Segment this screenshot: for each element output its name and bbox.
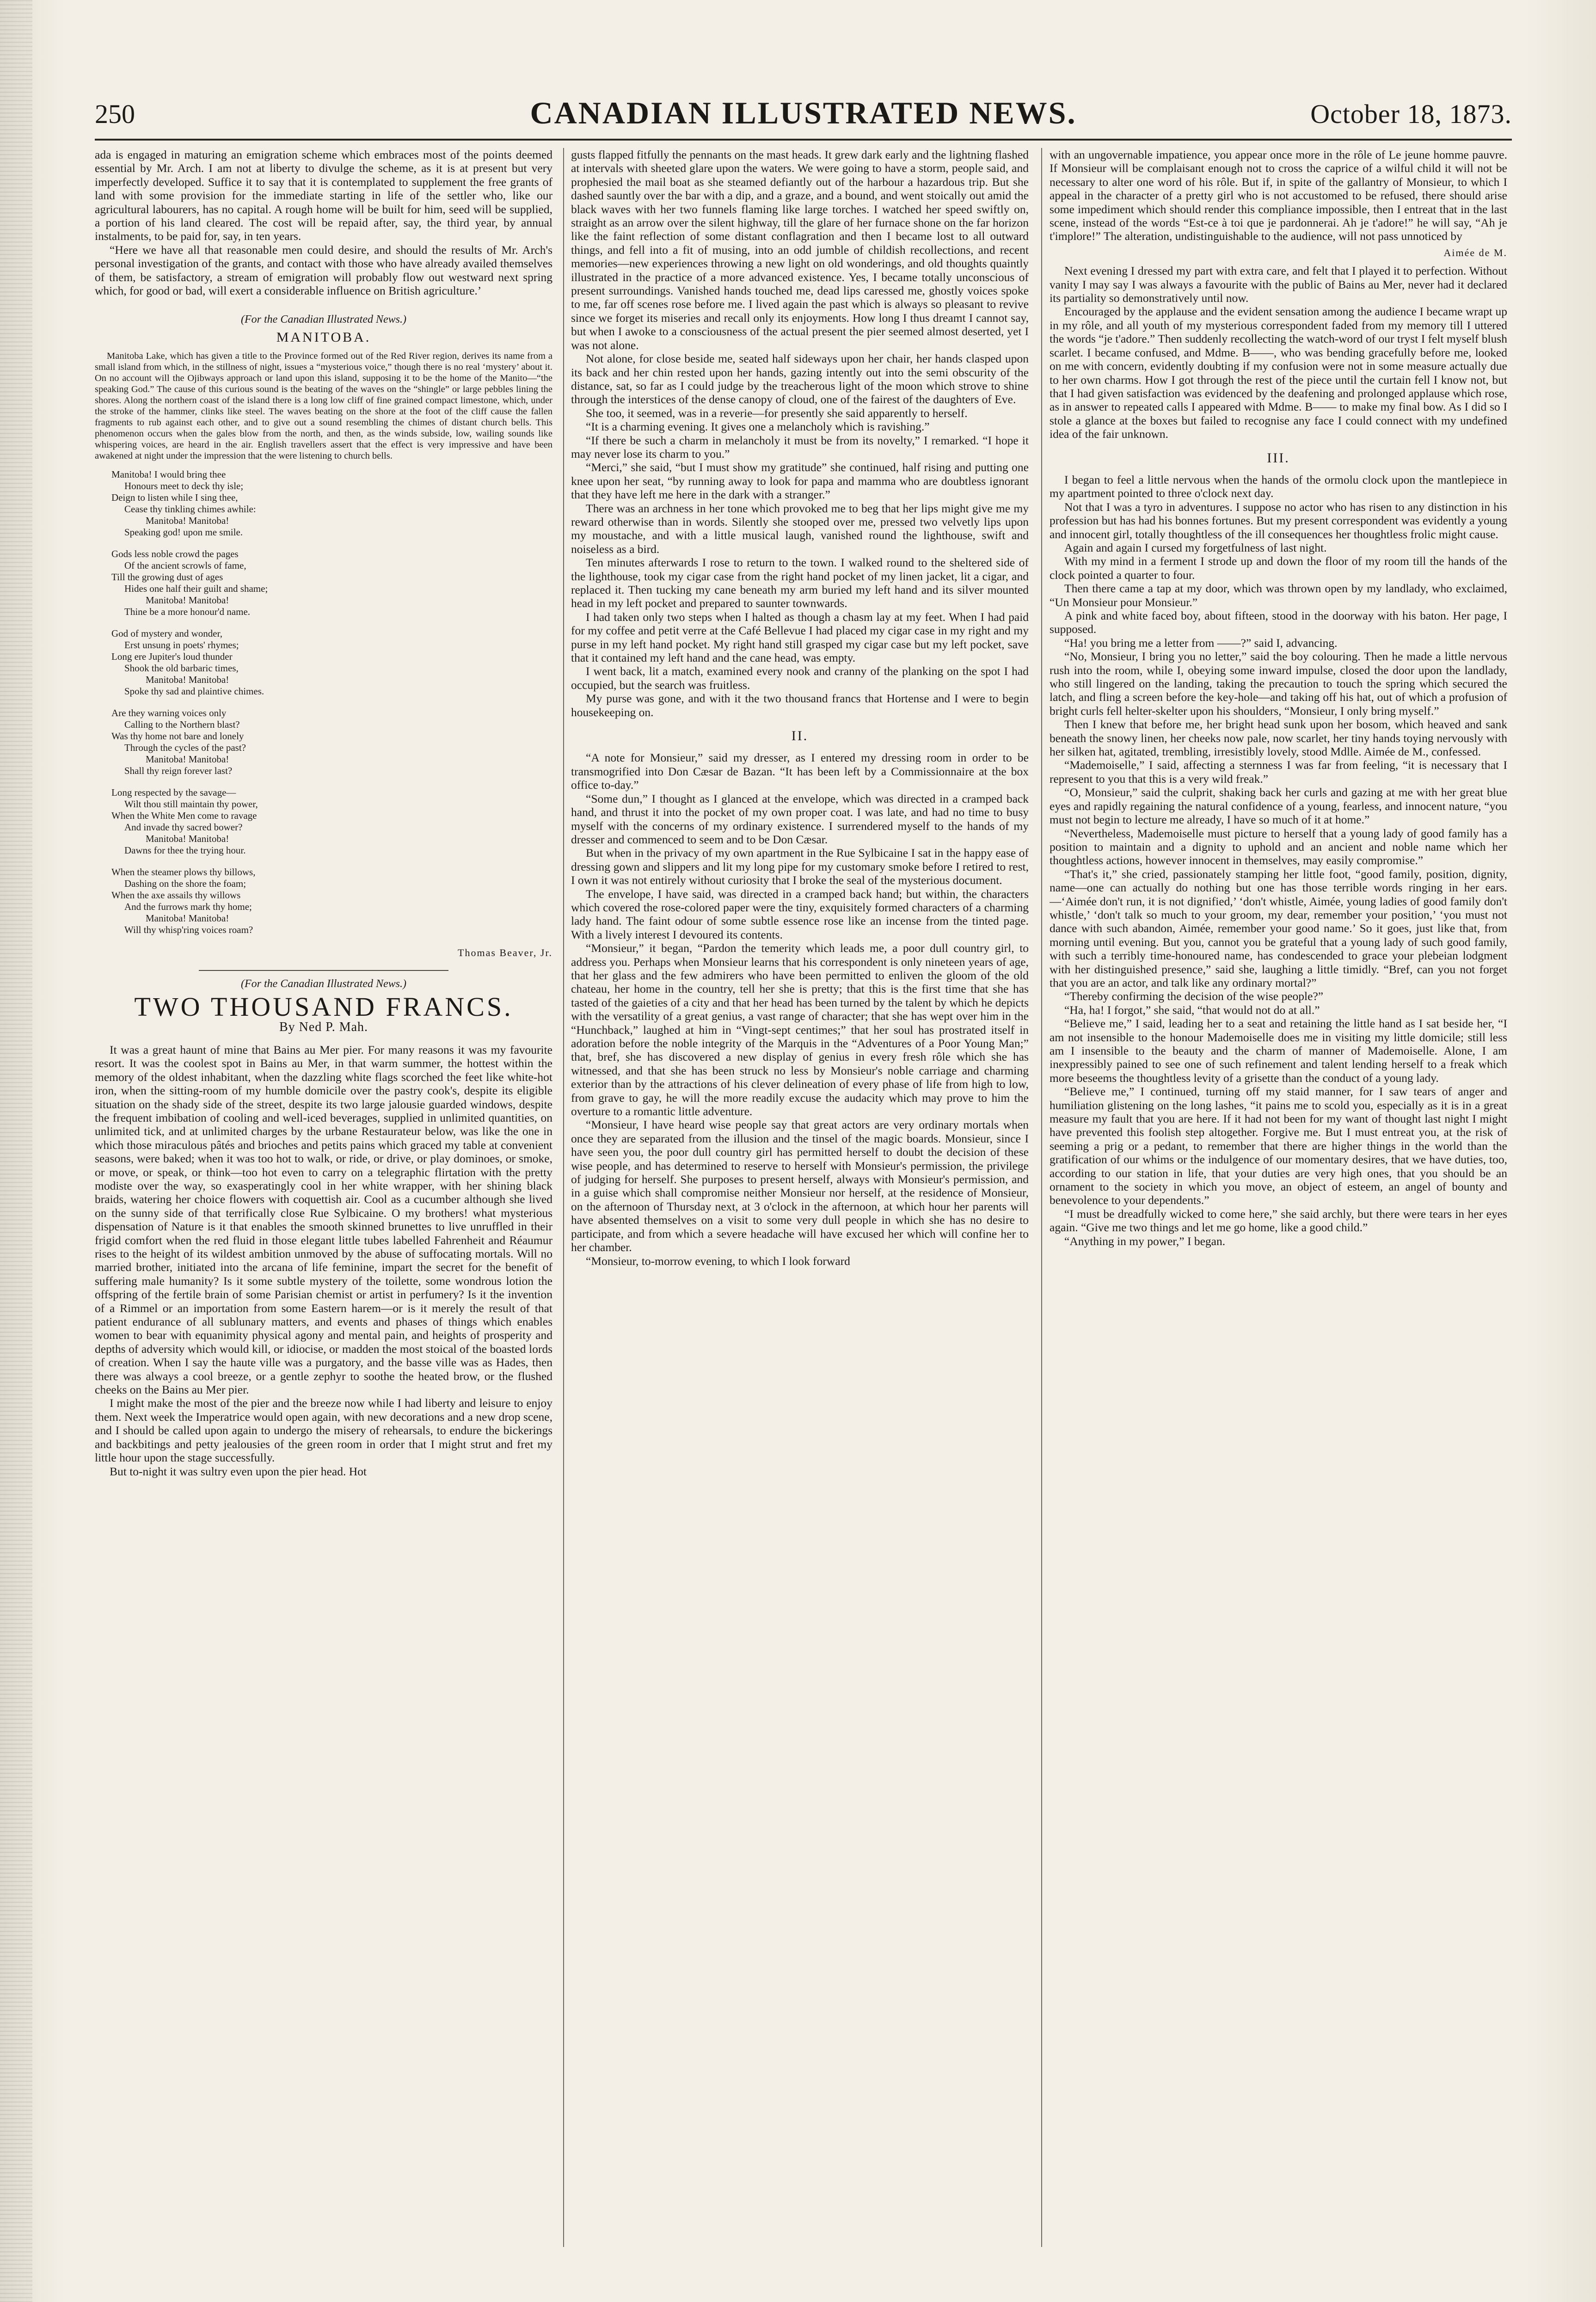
poem-line: Speaking god! upon me smile. (124, 527, 243, 538)
poem-line: Manitoba! Manitoba! (146, 515, 229, 527)
poem-line: Thine be a more honour'd name. (124, 606, 251, 618)
paragraph: Then there came a tap at my door, which was thrown open by my landlady, who exclaimed, “Un Monsieur pour Monsieur.” (1050, 582, 1507, 609)
manitoba-poem (95, 469, 552, 936)
poem-line: Gods less noble crowd the pages (111, 548, 239, 560)
column-rule (1041, 148, 1042, 2247)
poem-line: Are they warning voices only (111, 707, 227, 719)
paragraph: Again and again I cursed my forgetfulness of last night. (1064, 540, 1327, 554)
paragraph: “No, Monsieur, I bring you no letter,” said the boy colouring. Then he made a little nervous rush into the room, while I, obeying some inward impulse, closed the door upon the landlady, who still lingered on the landing, taking the precaution to touch the spring which secured the latch, and fling a screen before the key-hole—and taking off his hat, out of which a profusion of bright curls fell helter-skelter upon his shoulders, “Monsieur, I only bring myself.” (1050, 650, 1507, 718)
paragraph: “A note for Monsieur,” said my dresser, as I entered my dressing room in order to be transmogrified into Don Cæsar de Bazan. “It has been left by a Commissionnaire at the box office to-day.” (571, 751, 1029, 792)
section-heading: III. (1267, 450, 1290, 466)
paragraph: “Believe me,” I said, leading her to a seat and retaining the little hand as I sat beside her, “I am not insensible to the honour Mademoiselle does me in visiting my little domicile; still less am I insensible to the beauty and the charm of manner of Mademoiselle. Alone, I am inexpressibly pained to see one of such refinement and talent lending herself to a freak which more beseems the thoughtless levity of a grisette than the conduct of a young lady. (1050, 1017, 1507, 1085)
poem-line: Manitoba! Manitoba! (146, 913, 229, 924)
column-1 (95, 148, 552, 2256)
poem-line: Wilt thou still maintain thy power, (124, 798, 258, 810)
poem-line: Manitoba! I would bring thee (111, 469, 226, 480)
paragraph: Encouraged by the applause and the evident sensation among the audience I became wrapt up in my rôle, and all youth of my mysterious correspondent faded from my memory till I uttered the words “je t'adore.” Then suddenly recollecting the watch-word of our tryst I felt myself blush scarlet. I became confused, and Mdme. B——, who was bending gracefully before me, looked on me with concern, evidently doubting if my confusion were not in some measure actually due to her own charms. How I got through the rest of the piece until the curtain fell I know not, but that I had given satisfaction was evidenced by the deafening and prolonged applause which rose, as in answer to repeated calls I appeared with Mdme. B—— to make my final bow. As I did so I stole a glance at the boxes but failed to recognise any face I could connect with my undefined idea of the fair unknown. (1050, 305, 1507, 441)
paragraph: “I must be dreadfully wicked to come here,” she said archly, but there were tears in her eyes again. “Give me two things and let me go home, like a good child.” (1050, 1207, 1507, 1234)
poem-line: Dashing on the shore the foam; (124, 878, 246, 890)
paragraph: I went back, lit a match, examined every nook and cranny of the planking on the spot I had occupied, but the search was fruitless. (571, 664, 1029, 692)
column-rule (563, 148, 564, 2247)
paragraph: with an ungovernable impatience, you appear once more in the rôle of Le jeune homme pauvre. If Monsieur will be complaisant enough not to cross the caprice of a wilful child it will not be necessary to alter one word of his rôle. But if, in spite of the gallantry of Monsieur, to which I appeal in the character of a pretty girl who is not accustomed to be refused, there should arise some impediment which should render this compliance impossible, then I entreat that in the last scene, instead of the words “Est-ce à toi que je pardonnerai. Ah je t'adore!” he will say, “Ah je t'implore!” The alteration, undistinguishable to the audience, will not pass unnoticed by (1050, 148, 1507, 243)
poem-line: Shook the old barbaric times, (124, 663, 239, 674)
paragraph: But when in the privacy of my own apartment in the Rue Sylbicaine I sat in the happy ease of dressing gown and slippers and lit my long pipe for my customary smoke before I retired to rest, I own it was not entirely without curiosity that I broke the seal of the mysterious document. (571, 846, 1029, 887)
paragraph: She too, it seemed, was in a reverie—for presently she said apparently to herself. (586, 406, 968, 420)
paragraph: “Monsieur, to-morrow evening, to which I look forward (586, 1254, 850, 1268)
poem-line: Manitoba! Manitoba! (146, 674, 229, 686)
poem-line: Will thy whisp'ring voices roam? (124, 924, 253, 936)
paragraph: “It is a charming evening. It gives one a melancholy which is ravishing.” (586, 420, 930, 434)
page-header (95, 95, 1512, 136)
header-rule (95, 139, 1512, 141)
story-title: TWO THOUSAND FRANCS. (134, 992, 513, 1022)
paragraph: “Some dun,” I thought as I glanced at the envelope, which was directed in a cramped back hand, and thrust it into the pocket of my own proper coat. I was late, and had no time to busy myself with the concerns of my ordinary existence. I surrendered myself to the hands of my dresser and commenced to seem and to be Don Cæsar. (571, 792, 1029, 846)
poem-line: Through the cycles of the past? (124, 742, 246, 754)
paragraph: “Ha, ha! I forgot,” she said, “that would not do at all.” (1064, 1003, 1320, 1017)
poem-stanza (95, 469, 552, 538)
poem-stanza (95, 866, 552, 936)
poem-line: Erst unsung in poets' rhymes; (124, 639, 239, 651)
paragraph: “Mademoiselle,” I said, affecting a sternness I was far from feeling, “it is necessary that I represent to you that this is a very wild freak.” (1050, 758, 1507, 786)
paragraph: “Believe me,” I continued, turning off my staid manner, for I saw tears of anger and humiliation glistening on the long lashes, “it pains me to scold you, especially as it is in a great measure my fault that you are here. If it had not been for my want of thought last night I might have prevented this foolish step altogether. Forgive me. But I must entreat you, at the risk of seeming a prig or a pedant, to remember that there are higher things in the world than the gratification of our whims or the indulgence of our momentary desires, that we have duties, too, according to our station in life, that your duties are very high ones, that you should be an ornament to the society in which you move, an object of esteem, an angel of bounty and benevolence to your dependents.” (1050, 1085, 1507, 1207)
page-number: 250 (95, 99, 135, 129)
paragraph: There was an archness in her tone which provoked me to beg that her lips might give me my reward otherwise than in words. Silently she stooped over me, pressed two velvetly lips upon my moustache, and with a little musical laugh, vanished round the lighthouse, swift and noiseless as a bird. (571, 501, 1029, 556)
scan-edge (0, 0, 32, 2302)
paragraph: Manitoba Lake, which has given a title to the Province formed out of the Red River region, derives its name from a small island from which, in the stillness of night, issues a “mysterious voice,” though there is no real ‘mystery’ about it. On no account will the Ojibways approach or land upon this island, supposing it to be the home of the Manito—“the speaking God.” The cause of this curious sound is the beating of the waves on the “shingle” or large pebbles lining the shores. Along the northern coast of the island there is a long low cliff of fine grained compact limestone, which, under the stroke of the hammer, clinks like steel. The waves beating on the shore at the foot of the cliff cause the fallen fragments to rub against each other, and to give out a sound resembling the chimes of distant church bells. This phenomenon occurs when the gales blow from the north, and then, as the winds subside, low, wailing sounds like whispering voices, are heard in the air. English travellers assert that the effect is very impressive and have been awakened at night under the impression that the were listening to church bells. (95, 351, 552, 461)
paragraph: “Here we have all that reasonable men could desire, and should the results of Mr. Arch's personal investigation of the grants, and contact with those who have already availed themselves of them, be satisfactory, a stream of emigration will probably flow out westward next spring which, for good or bad, will exert a considerable influence on British agriculture.’ (95, 243, 552, 298)
poem-line: God of mystery and wonder, (111, 628, 223, 639)
paragraph: It was a great haunt of mine that Bains au Mer pier. For many reasons it was my favourite resort. It was the coolest spot in Bains au Mer, in that warm summer, the hottest within the memory of the oldest inhabitant, when the dazzling white flags scorched the feet like white-hot iron, when the sitting-room of my humble domicile over the pastry cook's, despite its eligible situation on the shady side of the street, despite its two large jalousie guarded windows, despite the frequent imbibation of cooling and well-iced beverages, supplied in unlimited quantities, on unlimited tick, and at unlimited charges by the urbane Restaurateur below, was like the one in which those miraculous pâtés and brioches and petits pains which graced my table at convenient seasons, were baked; when it was too hot to walk, or ride, or drive, or play dominoes, or smoke, or move, or speak, or think—too hot even to carry on a telegraphic flirtation with the pretty modiste over the way, so exasperatingly cool in her white wrapper, with her shining black braids, watering her choice flowers with coquettish air. Cool as a cucumber although she lived on the sunny side of that terrifically close Rue Sylbicaine. O my brothers! what mysterious dispensation of Nature is it that enables the smooth skinned brunettes to live unruffled in their frigid comfort when the red fluid in those elegant little tubes labelled Fahrenheit and Réaumur rises to the height of its wildest ambition unmoved by the abuse of suffocating mortals. Will no married brother, initiated into the arcana of life feminine, impart the secret for the benefit of suffering male humanity? Is it some subtle mystery of the toilette, some wondrous lotion the offspring of the fertile brain of some Parisian chemist or artist in perfumery? Is it the invention of a Rimmel or an importation from some Eastern harem—or is it merely the result of that patient endurance of all sublunary matters, and events and phases of things which enables women to bear with equanimity physical agony and mental pain, and heights of prosperity and depths of adversity which would kill, or idiocise, or madden the most stoical of the boasted lords of creation. When I say the haute ville was a purgatory, and the basse ville was as Hades, then there was always a cool breeze, or a gentle zephyr to soothe the heated brow, or the flushed cheeks on the Bains au Mer pier. (95, 1043, 552, 1397)
poem-line: Calling to the Northern blast? (124, 719, 240, 731)
poem-line: Manitoba! Manitoba! (146, 754, 229, 765)
manitoba-credit: (For the Canadian Illustrated News.) (241, 313, 406, 326)
paragraph: “Merci,” she said, “but I must show my gratitude” she continued, half rising and putting one knee upon her seat, “by running away to look for papa and mamma who are doubtless ignorant that they have left me here in the dark with a stranger.” (571, 460, 1029, 502)
paragraph: Next evening I dressed my part with extra care, and felt that I played it to perfection. Without vanity I may say I was always a favourite with the public of Bains au Mer, never had it declared its partiality so demonstratively until now. (1050, 264, 1507, 305)
poem-line: When the axe assails thy willows (111, 890, 241, 901)
paragraph: The envelope, I have said, was directed in a cramped back hand; but within, the characters which covered the rose-colored paper were the tiny, exquisitely formed characters of a charming lady hand. The faint odour of some subtle essence rose like an incense from the tinted page. With a lively interest I devoured its contents. (571, 887, 1029, 941)
paragraph: Not alone, for close beside me, seated half sideways upon her chair, her hands clasped upon its back and her chin rested upon her hands, gazing intently out into the semi obscurity of the distance, sat, so far as I could judge by the treacherous light of the moon which strove to shine through the interstices of the dense canopy of cloud, one of the fairest of the daughters of Eve. (571, 352, 1029, 406)
poem-line: Manitoba! Manitoba! (146, 595, 229, 606)
poem-line: Was thy home not bare and lonely (111, 731, 244, 742)
publication-title: CANADIAN ILLUSTRATED NEWS. (530, 95, 1077, 130)
paragraph: “Ha! you bring me a letter from ——?” said I, advancing. (1064, 636, 1338, 650)
paragraph: With my mind in a ferment I strode up and down the floor of my room till the hands of the clock pointed a quarter to four. (1050, 554, 1507, 582)
paragraph: “That's it,” she cried, passionately stamping her little foot, “good family, position, dignity, name—one can actually do nothing but one has those terrible words ringing in her ears.—‘Aimée don't run, it is not dignified,’ ‘don't whistle, Aimée, young ladies of good family don't whistle,’ ‘don't talk so much to your groom, my dear, remember your position,’ ‘you must not dance with such abandon, Aimée, remember your good name.’ So it goes, just like that, from morning until evening. But you, cannot you be grateful that a young lady of such good family, with such a terribly time-honoured name, has condescended to grace your plebeian lodgment with her distinguished presence,” said she, laughing a little timidly. “Bref, can you not forget that you are an actor, and talk like any ordinary mortal?” (1050, 867, 1507, 989)
poem-line: And invade thy sacred bower? (124, 822, 243, 833)
paragraph: ada is engaged in maturing an emigration scheme which embraces most of the points deemed essential by Mr. Arch. I am not at liberty to divulge the scheme, as it is at present but very imperfectly developed. Suffice it to say that it is contemplated to supplement the free grants of land with some provision for the immediate starting in life of the settler who, like our agricultural labourers, has no capital. A rough home will be built for him, seed will be supplied, a portion of his land cleared. The cost will be repaid after, say, the third year, by annual instalments, to be paid for, say, in ten years. (95, 148, 552, 243)
poem-stanza (95, 628, 552, 697)
paragraph: “Anything in my power,” I began. (1064, 1234, 1226, 1248)
column-2 (571, 148, 1029, 2256)
paragraph: “Thereby confirming the decision of the wise people?” (1064, 989, 1324, 1003)
issue-date: October 18, 1873. (1310, 99, 1512, 129)
paragraph: “O, Monsieur,” said the culprit, shaking back her curls and gazing at me with her great blue eyes and rapidly regaining the natural confidence of a young, fearless, and innocent nature, “you must not begin to lecture me already, I have so much of it at home.” (1050, 786, 1507, 827)
paragraph: “Monsieur, I have heard wise people say that great actors are very ordinary mortals when once they are separated from the illusion and the tinsel of the magic boards. Monsieur, since I have seen you, the poor dull country girl has permitted herself to doubt the decision of these wise people, and has determined to reserve to herself with Monsieur's permission, the privilege of judging for herself. She purposes to present herself, always with Monsieur's permission, and in a guise which shall compromise neither Monsieur nor herself, at the residence of Monsieur, on the afternoon of Thursday next, at 3 o'clock in the afternoon, at which hour her parents will have absented themselves on a visit to some very dull people in which she has no desire to participate, and from which a severe headache will have excused her which will confine her to her chamber. (571, 1118, 1029, 1254)
paragraph: “Nevertheless, Mademoiselle must picture to herself that a young lady of good family has a position to maintain and a dignity to uphold and an ancient and noble name which her thoughtless actions, however innocent in themselves, may easily compromise.” (1050, 826, 1507, 867)
manitoba-note (95, 350, 552, 461)
paragraph: Ten minutes afterwards I rose to return to the town. I walked round to the sheltered side of the lighthouse, took my cigar case from the right hand pocket of my linen jacket, lit a cigar, and replaced it. Then tucking my cane beneath my arm buried my left hand and its silver mounted head in my left pocket and prepared to saunter townwards. (571, 556, 1029, 610)
story-credit: (For the Canadian Illustrated News.) (241, 977, 406, 990)
poem-stanza (95, 548, 552, 618)
poem-line: Hides one half their guilt and shame; (124, 583, 268, 595)
poem-line: Dawns for thee the trying hour. (124, 845, 246, 856)
poem-line: Honours meet to deck thy isle; (124, 480, 244, 492)
paragraph: “If there be such a charm in melancholy it must be from its novelty,” I remarked. “I hope it may never lose its charm to you.” (571, 433, 1029, 460)
story-byline: By Ned P. Mah. (279, 1019, 368, 1034)
paragraph: My purse was gone, and with it the two thousand francs that Hortense and I were to begin housekeeping on. (571, 692, 1029, 719)
poem-line: When the steamer plows thy billows, (111, 866, 256, 878)
paragraph: Then I knew that before me, her bright head sunk upon her bosom, which heaved and sank beneath the snowy linen, her cheeks now pale, now scarlet, her tiny hands toying nervously with her silken hat, agitated, trembling, irresistibly lovely, stood Mdlle. Aimée de M., confessed. (1050, 718, 1507, 759)
poem-line: And the furrows mark thy home; (124, 901, 252, 913)
paragraph: A pink and white faced boy, about fifteen, stood in the doorway with his baton. Her page, I supposed. (1050, 609, 1507, 636)
paragraph: I had taken only two steps when I halted as though a chasm lay at my feet. When I had paid for my coffee and petit verre at the Café Bellevue I had placed my cigar case in my right and my purse in my left hand pocket. My right hand still grasped my cigar case but my left pocket, save that it contained my left hand and the cane head, was empty. (571, 610, 1029, 665)
letter-signature: Aimée de M. (1443, 246, 1507, 258)
poem-signature: Thomas Beaver, Jr. (458, 947, 552, 959)
paragraph: But to-night it was sultry even upon the pier head. Hot (110, 1464, 367, 1478)
paragraph: “Monsieur,” it began, “Pardon the temerity which leads me, a poor dull country girl, to address you. Perhaps when Monsieur learns that his correspondent is only nineteen years of age, that her glass and the few admirers who have been permitted to enliven the gloom of the old chateau, her home in the country, tell her she is pretty; that this is the first time that she has tasted of the gaieties of a city and that her head has been turned by the talent by which he depicts with the versatility of a great genius, a vast range of character; that she has wept over him in the “Hunchback,” laughed at him in “Vingt-sept centimes;” that her soul has prostrated itself in adoration before the noble integrity of the Marquis in the “Adventures of a Poor Young Man;” that, bref, she has discovered a new display of genius in every fresh rôle which she has witnessed, and that she has been struck no less by Monsieur's noble carriage and charming exterior than by the attractions of his clever delineation of every phase of life from high to low, from grave to gay, he will the more readily excuse the audacity which may prove to him the overture to a romantic little adventure. (571, 941, 1029, 1118)
paragraph: I began to feel a little nervous when the hands of the ormolu clock upon the mantlepiece in my apartment pointed to three o'clock next day. (1050, 473, 1507, 500)
poem-line: When the White Men come to ravage (111, 810, 257, 822)
poem-stanza (95, 787, 552, 856)
divider (199, 970, 448, 971)
column-3 (1050, 148, 1507, 2256)
paragraph: gusts flapped fitfully the pennants on the mast heads. It grew dark early and the lightning flashed at intervals with sheeted glare upon the waters. We were going to have a storm, people said, and prophesied the mail boat as she steamed defiantly out of the harbour a hazardous trip. But she dashed sauntly over the bar with a dip, and a graze, and a bound, and went stoically out amid the black waves with her two funnels flaming like large torches. I watched her speed swiftly on, straight as an arrow over the silent highway, till the glare of her furnace shone on the far horizon like the faint reflection of some distant conflagration and then I became lost to all outward things, and fell into a fit of musing, into an odd jumble of childish recollections, and recent memories—new experiences throwing a new light on old wonderings, and old thoughts quaintly illustrated in the practice of a more advanced existence. Yes, I became totally unconscious of present surroundings. Vanished hands touched me, dead lips caressed me, ghostly voices spoke to me, far off scenes rose before me. I lived again the past which is always so pleasant to revive since we forget its miseries and recall only its enjoyments. How long I thus dreamt I cannot say, but when I awoke to a consciousness of the actual present the pier seemed almost deserted, yet I was not alone. (571, 148, 1029, 352)
poem-line: Shall thy reign forever last? (124, 765, 233, 777)
paragraph: I might make the most of the pier and the breeze now while I had liberty and leisure to enjoy them. Next week the Imperatrice would open again, with new decorations and a new drop scene, and I should be called upon again to undergo the misery of rehearsals, to endure the bickerings and backbitings and petty jealousies of the green room in order that I might strut and fret my little hour upon the stage successfully. (95, 1396, 552, 1465)
poem-line: Cease thy tinkling chimes awhile: (124, 503, 256, 515)
poem-line: Till the growing dust of ages (111, 571, 223, 583)
poem-line: Long respected by the savage— (111, 787, 236, 798)
poem-line: Spoke thy sad and plaintive chimes. (124, 686, 264, 697)
poem-line: Long ere Jupiter's loud thunder (111, 651, 233, 663)
poem-stanza (95, 707, 552, 777)
manitoba-title: MANITOBA. (276, 329, 371, 345)
section-heading: II. (791, 728, 809, 744)
poem-line: Manitoba! Manitoba! (146, 833, 229, 845)
poem-line: Of the ancient scrowls of fame, (124, 560, 246, 571)
paragraph: Not that I was a tyro in adventures. I suppose no actor who has risen to any distinction in his profession but has had his bonnes fortunes. But my present correspondent was evidently a young and innocent girl, totally thoughtless of the ill consequences her thoughtless frolic might cause. (1050, 500, 1507, 541)
poem-line: Deign to listen while I sing thee, (111, 492, 238, 503)
